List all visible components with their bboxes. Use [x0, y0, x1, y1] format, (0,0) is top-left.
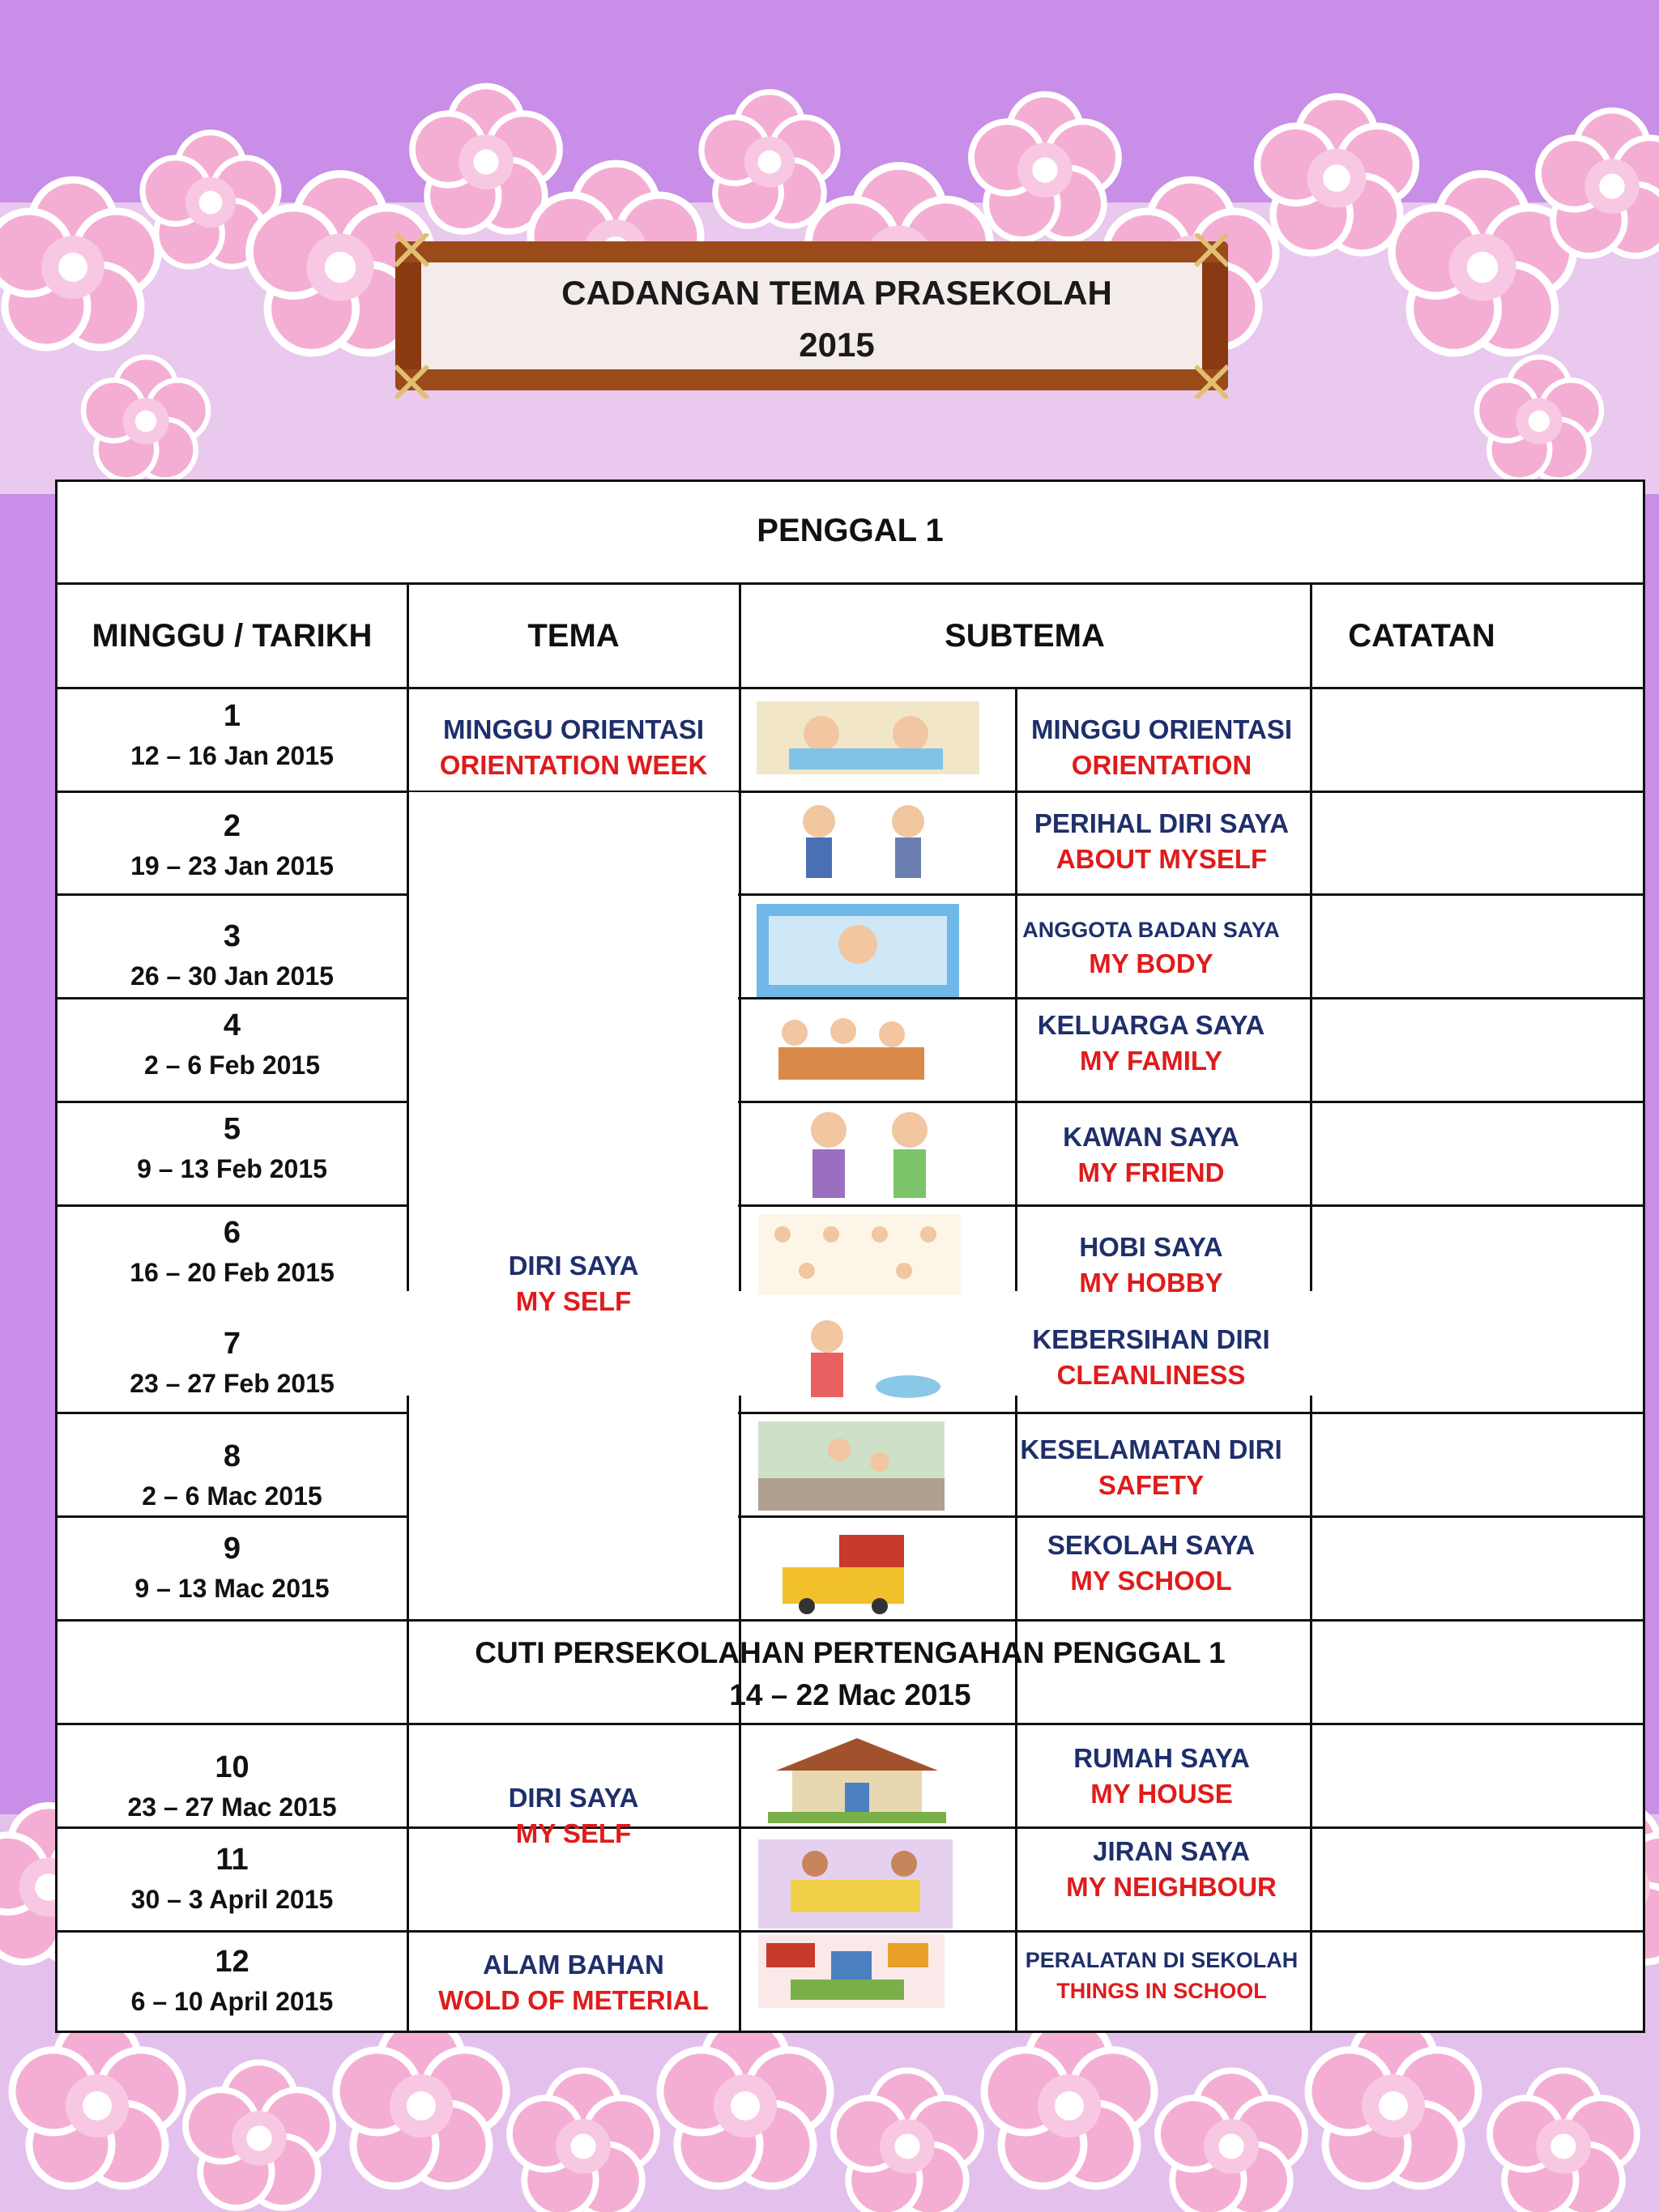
week-date: 19 – 23 Jan 2015 [130, 851, 334, 880]
theme-my: MINGGU ORIENTASI [442, 714, 705, 744]
column-header-theme: TEMA [527, 618, 620, 654]
subtheme-en: MY HOUSE [1090, 1779, 1233, 1809]
road-safety-picture [758, 1421, 945, 1511]
cleaning-picture [770, 1314, 957, 1407]
week-number: 3 [223, 919, 241, 953]
week-date: 9 – 13 Feb 2015 [137, 1154, 327, 1183]
page-title [395, 267, 1278, 371]
week-date: 2 – 6 Mac 2015 [142, 1481, 322, 1511]
week-date: 2 – 6 Feb 2015 [143, 1051, 321, 1080]
theme-en: WOLD OF METERIAL [438, 1985, 709, 2015]
theme-en: MY SELF [515, 1818, 632, 1848]
theme-en: ORIENTATION WEEK [439, 750, 708, 780]
subtheme-en: MY FRIEND [1077, 1157, 1225, 1187]
week-number: 11 [215, 1843, 249, 1877]
subtheme-en: THINGS IN SCHOOL [1056, 1979, 1267, 2003]
subtheme-my: KESELAMATAN DIRI [1020, 1434, 1282, 1464]
subtheme-en: ORIENTATION [1071, 750, 1252, 780]
break-title: CUTI PERSEKOLAHAN PERTENGAHAN PENGGAL 1 [475, 1636, 1226, 1669]
subtheme-my: KEBERSIHAN DIRI [1032, 1324, 1270, 1354]
subtheme-en: MY BODY [1089, 948, 1213, 978]
boy-and-girl-picture [770, 797, 953, 886]
subtheme-en: ABOUT MYSELF [1056, 844, 1268, 874]
week-number: 2 [223, 809, 241, 843]
title-line-2: 2015 [799, 326, 875, 364]
subtheme-en: MY SCHOOL [1070, 1566, 1232, 1596]
week-number: 12 [215, 1945, 249, 1979]
subtheme-my: KELUARGA SAYA [1037, 1010, 1265, 1040]
week-number: 5 [223, 1112, 241, 1146]
subtheme-my: RUMAH SAYA [1073, 1743, 1250, 1773]
subtheme-en: CLEANLINESS [1056, 1360, 1246, 1390]
week-number: 1 [223, 699, 241, 733]
break-dates: 14 – 22 Mac 2015 [729, 1678, 971, 1711]
subtheme-my: SEKOLAH SAYA [1047, 1530, 1256, 1560]
week-date: 6 – 10 April 2015 [130, 1987, 334, 2016]
two-friends-picture [780, 1107, 958, 1200]
neighbours-picture [758, 1839, 953, 1929]
school-bus-picture [774, 1527, 949, 1616]
family-picture [762, 1008, 957, 1089]
schedule-table [55, 479, 1645, 2033]
subtheme-en: MY FAMILY [1079, 1046, 1223, 1076]
subtheme-en: SAFETY [1098, 1470, 1205, 1500]
school-items-picture [758, 1935, 945, 2008]
week-date: 23 – 27 Feb 2015 [130, 1369, 335, 1398]
title-line-1: CADANGAN TEMA PRASEKOLAH [561, 274, 1112, 312]
theme-my: DIRI SAYA [508, 1783, 639, 1813]
week-date: 12 – 16 Jan 2015 [130, 741, 334, 770]
section-heading: PENGGAL 1 [757, 513, 944, 548]
week-number: 8 [223, 1439, 241, 1473]
column-header-subtheme: SUBTEMA [945, 618, 1105, 654]
week-number: 7 [223, 1327, 241, 1361]
subtheme-en: MY NEIGHBOUR [1066, 1872, 1277, 1902]
week-date: 30 – 3 April 2015 [130, 1885, 334, 1914]
column-header-week: MINGGU / TARIKH [92, 618, 373, 654]
column-header-notes: CATATAN [1348, 618, 1495, 654]
week-number: 10 [215, 1750, 249, 1784]
subtheme-my: KAWAN SAYA [1063, 1122, 1239, 1152]
subtheme-my: JIRAN SAYA [1093, 1836, 1250, 1866]
week-date: 16 – 20 Feb 2015 [130, 1258, 335, 1287]
subtheme-my: ANGGOTA BADAN SAYA [1022, 918, 1280, 942]
week-date: 26 – 30 Jan 2015 [130, 961, 334, 991]
theme-my: ALAM BAHAN [483, 1950, 664, 1980]
week-number: 4 [223, 1008, 241, 1042]
subtheme-en: MY HOBBY [1079, 1268, 1223, 1298]
theme-en: MY SELF [515, 1286, 632, 1316]
theme-my: DIRI SAYA [508, 1251, 639, 1281]
week-date: 23 – 27 Mac 2015 [127, 1792, 337, 1822]
week-number: 9 [223, 1532, 241, 1566]
hobbies-picture [758, 1214, 961, 1295]
children-reading-picture [757, 701, 979, 774]
subtheme-my: PERALATAN DI SEKOLAH [1025, 1948, 1299, 1972]
subtheme-my: PERIHAL DIRI SAYA [1034, 808, 1290, 838]
body-parts-poster-picture [757, 904, 959, 997]
subtheme-my: HOBI SAYA [1079, 1232, 1223, 1262]
week-date: 9 – 13 Mac 2015 [134, 1574, 330, 1603]
week-number: 6 [223, 1216, 241, 1250]
subtheme-my: MINGGU ORIENTASI [1030, 714, 1293, 744]
house-picture [768, 1734, 946, 1823]
